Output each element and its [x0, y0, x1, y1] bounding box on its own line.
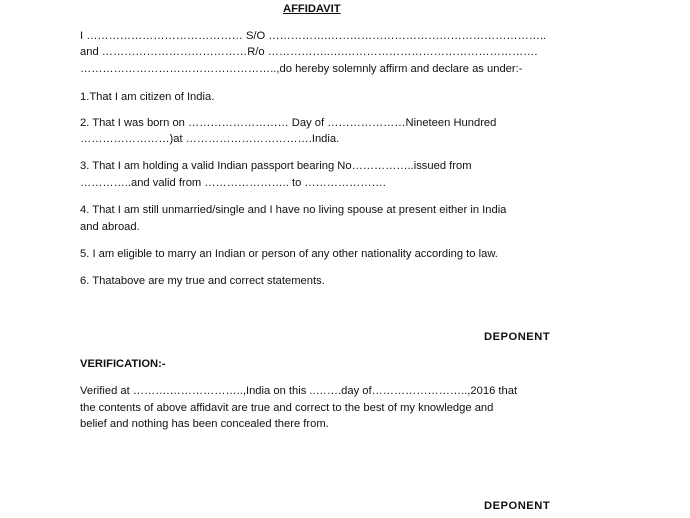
verification-line-3: belief and nothing has been concealed there from.	[80, 418, 329, 430]
verification-heading: VERIFICATION:-	[80, 358, 166, 370]
deponent-label-bottom: DEPONENT	[484, 500, 551, 512]
statement-6: 6. Thatabove are my true and correct statements.	[80, 275, 325, 287]
verification-line-2: the contents of above affidavit are true and correct to the best of my knowledge and	[80, 402, 494, 414]
verification-line-1: Verified at ……….………………..,India on this ..…….day of……………………..,2016 that	[80, 385, 518, 397]
deponent-label-top: DEPONENT	[484, 331, 551, 343]
statement-2-line-1: 2. That I was born on ……………………… Day of …………………Nineteen Hundred	[80, 117, 497, 129]
statement-5: 5. I am eligible to marry an Indian or person of any other nationality according to law.	[80, 248, 498, 260]
statement-3-line-2: …………..and valid from ………………….. to ………………….	[80, 177, 386, 189]
statement-4-line-2: and abroad.	[80, 221, 140, 233]
intro-line-3: ……………………………………………..,do hereby solemnly affirm and declare as under:-	[80, 63, 523, 75]
statement-4-line-1: 4. That I am still unmarried/single and I have no living spouse at present either in India	[80, 204, 507, 216]
statement-2-line-2: ……………………)at …………………………….India.	[80, 133, 340, 145]
statement-1: 1.That I am citizen of India.	[80, 91, 215, 103]
document-title: AFFIDAVIT	[283, 3, 341, 15]
intro-line-2: and …………………………………R/o ……………..….…………………………………………….	[80, 46, 538, 58]
intro-line-1: I …………………………………… S/O …………….…………………………………………………..	[80, 30, 547, 42]
statement-3-line-1: 3. That I am holding a valid Indian passport bearing No……………..issued from	[80, 160, 472, 172]
